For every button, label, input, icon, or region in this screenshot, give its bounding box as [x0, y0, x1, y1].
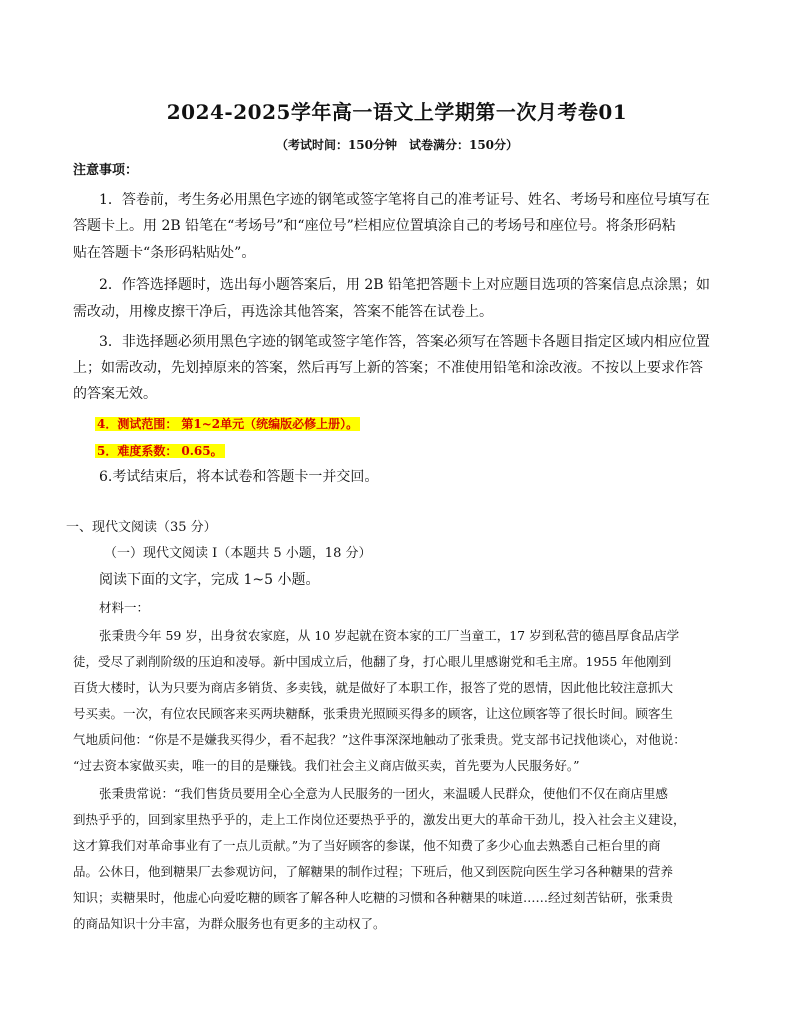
para1-line-2: 徒，受尽了剥削阶级的压迫和凌辱。新中国成立后，他翻了身，打心眼儿里感谢党和毛主席。1955 年他刚到 — [73, 654, 672, 669]
notice-item-3-line-1: 3．非选择题必须用黑色字迹的钢笔或签字笔作答，答案必须写在答题卡各题目指定区域内相应位置 — [99, 334, 710, 350]
material-label: 材料一： — [99, 600, 150, 615]
para2-line-3: 这才算我们对革命事业有了一点儿贡献。”为了当好顾客的参谋，他不知费了多少心血去熟悉自己柜台里的商 — [73, 838, 661, 853]
para2-line-2: 到热乎乎的，回到家里热乎乎的，走上工作岗位还要热乎乎的，激发出更大的革命干劲儿，投入社会主义建设， — [73, 812, 686, 827]
notice-item-5 — [95, 441, 225, 461]
notice-item-3-line-2: 上；如需改动，先划掉原来的答案，然后再写上新的答案；不准使用铅笔和涂改液。不按以上要求作答 — [73, 360, 703, 376]
para1-line-6: “过去资本家做买卖，唯一的目的是赚钱。我们社会主义商店做买卖，首先要为人民服务好。” — [73, 758, 580, 773]
notice-item-2-line-1: 2．作答选择题时，选出每小题答案后，用 2B 铅笔把答题卡上对应题目选项的答案信息点涂黑；如 — [99, 277, 711, 293]
para1-line-1: 张秉贵今年 59 岁，出身贫农家庭，从 10 岁起就在资本家的工厂当童工，17 岁到私营的德昌厚食品店学 — [99, 628, 680, 643]
para1-line-3: 百货大楼时，认为只要为商店多销货、多卖钱，就是做好了本职工作，报答了党的恩情，因此他比较注意抓大 — [73, 680, 674, 695]
page-title: 2024-2025学年高一语文上学期第一次月考卷01 — [166, 100, 628, 124]
notice-item-6: 6.考试结束后，将本试卷和答题卡一并交回。 — [99, 469, 379, 485]
exam-info: （考试时间：150分钟 试卷满分：150分） — [275, 138, 519, 152]
difficulty-value: 0.65。 — [181, 444, 223, 458]
para2-line-4: 品。公休日，他到糖果厂去参观访问，了解糖果的制作过程；下班后，他又到医院向医生学习各种糖果的营养 — [73, 864, 674, 879]
test-scope-label: 4．测试范围： — [97, 417, 178, 431]
para2-line-5: 知识；卖糖果时，他虚心向爱吃糖的顾客了解各种人吃糖的习惯和各种糖果的味道……经过刻苦钻研，张秉贵 — [73, 890, 674, 905]
notice-item-2-line-2: 需改动，用橡皮擦干净后，再选涂其他答案，答案不能答在试卷上。 — [73, 304, 493, 320]
para2-line-1: 张秉贵常说：“我们售货员要用全心全意为人民服务的一团火，来温暖人民群众，使他们不仅在商店里感 — [99, 786, 668, 801]
notice-item-4 — [95, 414, 360, 434]
reading-instruction: 阅读下面的文字，完成 1~5 小题。 — [99, 572, 320, 588]
para1-line-4: 号买卖。一次，有位农民顾客来买两块糖酥，张秉贵光照顾买得多的顾客，让这位顾客等了很长时间。顾客生 — [73, 706, 674, 721]
notice-heading: 注意事项： — [73, 163, 139, 178]
notice-item-1-line-1: 1．答卷前，考生务必用黑色字迹的钢笔或签字笔将自己的准考证号、姓名、考场号和座位号填写在 — [99, 192, 710, 208]
notice-item-1-line-2: 答题卡上。用 2B 铅笔在“考场号”和“座位号”栏相应位置填涂自己的考场号和座位号。将条形码粘 — [73, 218, 676, 234]
para2-line-6: 的商品知识十分丰富，为群众服务也有更多的主动权了。 — [73, 916, 386, 931]
para1-line-5: 气地质问他：“你是不是嫌我买得少，看不起我？”这件事深深地触动了张秉贵。党支部书记找他谈心，对他说： — [73, 732, 686, 747]
test-scope-value: 第1~2单元（统编版必修上册）。 — [181, 417, 359, 431]
notice-item-3-line-3: 的答案无效。 — [73, 386, 157, 402]
section-heading: 一、现代文阅读（35 分） — [66, 520, 217, 535]
difficulty-label: 5．难度系数： — [97, 444, 178, 458]
notice-item-1-line-3: 贴在答题卡“条形码粘贴处”。 — [73, 245, 256, 261]
subsection-heading: （一）现代文阅读 I（本题共 5 小题，18 分） — [104, 546, 372, 561]
